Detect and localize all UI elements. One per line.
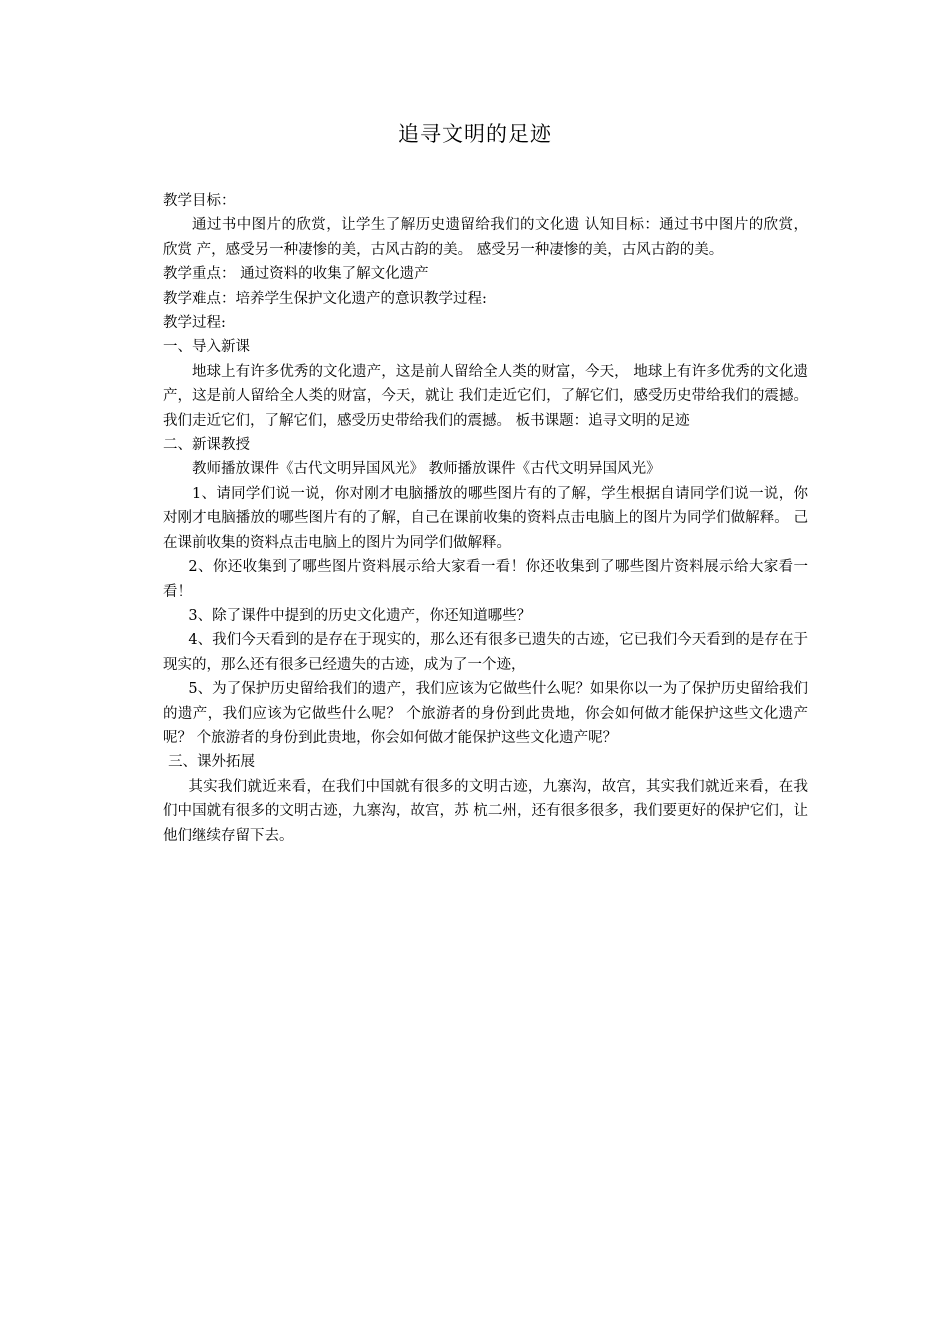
paragraph-extension: 其实我们就近来看，在我们中国就有很多的文明古迹，九寨沟，故宫，其实我们就近来看，在我们中国就有很多的文明古迹，九寨沟，故宫，苏 杭二州，还有很多很多，我们要更好的保护它们，让他们继续存留下去。 <box>163 778 808 844</box>
section-heading-extension: 三、课外拓展 <box>168 754 256 771</box>
section-heading-new-lesson: 二、新课教授 <box>163 437 250 454</box>
list-item-3: 3、除了课件中提到的历史文化遗产，你还知道哪些？ <box>188 607 532 624</box>
paragraph-intro: 地球上有许多优秀的文化遗产，这是前人留给全人类的财富，今天， 地球上有许多优秀的文化遗产，这是前人留给全人类的财富，今天，就让 我们走近它们，了解它们，感受历史带给我们的震撼。 我们走近它们，了解它们，感受历史带给我们的震撼。 板书课题：追寻文明的足迹 <box>163 363 808 429</box>
heading-teaching-process: 教学过程: <box>163 315 226 332</box>
document-body <box>163 189 808 848</box>
paragraph-courseware: 教师播放课件《古代文明异国风光》 教师播放课件《古代文明异国风光》 <box>192 461 661 478</box>
list-item-2: 2、你还收集到了哪些图片资料展示给大家看一看！你还收集到了哪些图片资料展示给大家看一看！ <box>163 559 808 600</box>
paragraph-difficulties: 教学难点：培养学生保护文化遗产的意识教学过程: <box>163 290 487 307</box>
section-heading-intro: 一、导入新课 <box>163 339 250 356</box>
document-title: 追寻文明的足迹 <box>398 122 552 146</box>
list-item-1: 1、请同学们说一说，你对刚才电脑播放的哪些图片有的了解，学生根据自请同学们说一说，你对刚才电脑播放的哪些图片有的了解，自己在课前收集的资料点击电脑上的图片为同学们做解释。 己在课前收集的资料点击电脑上的图片为同学们做解释。 <box>163 485 808 551</box>
paragraph-key-points: 教学重点： 通过资料的收集了解文化遗产 <box>163 266 429 283</box>
list-item-4: 4、我们今天看到的是存在于现实的，那么还有很多已遗失的古迹，它已我们今天看到的是存在于现实的，那么还有很多已经遗失的古迹，成为了一个迹， <box>163 632 808 673</box>
heading-teaching-goals: 教学目标： <box>163 193 236 209</box>
list-item-5: 5、为了保护历史留给我们的遗产，我们应该为它做些什么呢？如果你以一为了保护历史留给我们的遗产，我们应该为它做些什么呢？ 个旅游者的身份到此贵地，你会如何做才能保护这些文化遗产呢？ 个旅游者的身份到此贵地，你会如何做才能保护这些文化遗产呢？ <box>163 681 808 746</box>
paragraph-goals: 通过书中图片的欣赏，让学生了解历史遗留给我们的文化遗 认知目标：通过书中图片的欣赏， 欣赏 产，感受另一种凄惨的美，古风古韵的美。 感受另一种凄惨的美，古风古韵的美。 <box>163 217 808 258</box>
